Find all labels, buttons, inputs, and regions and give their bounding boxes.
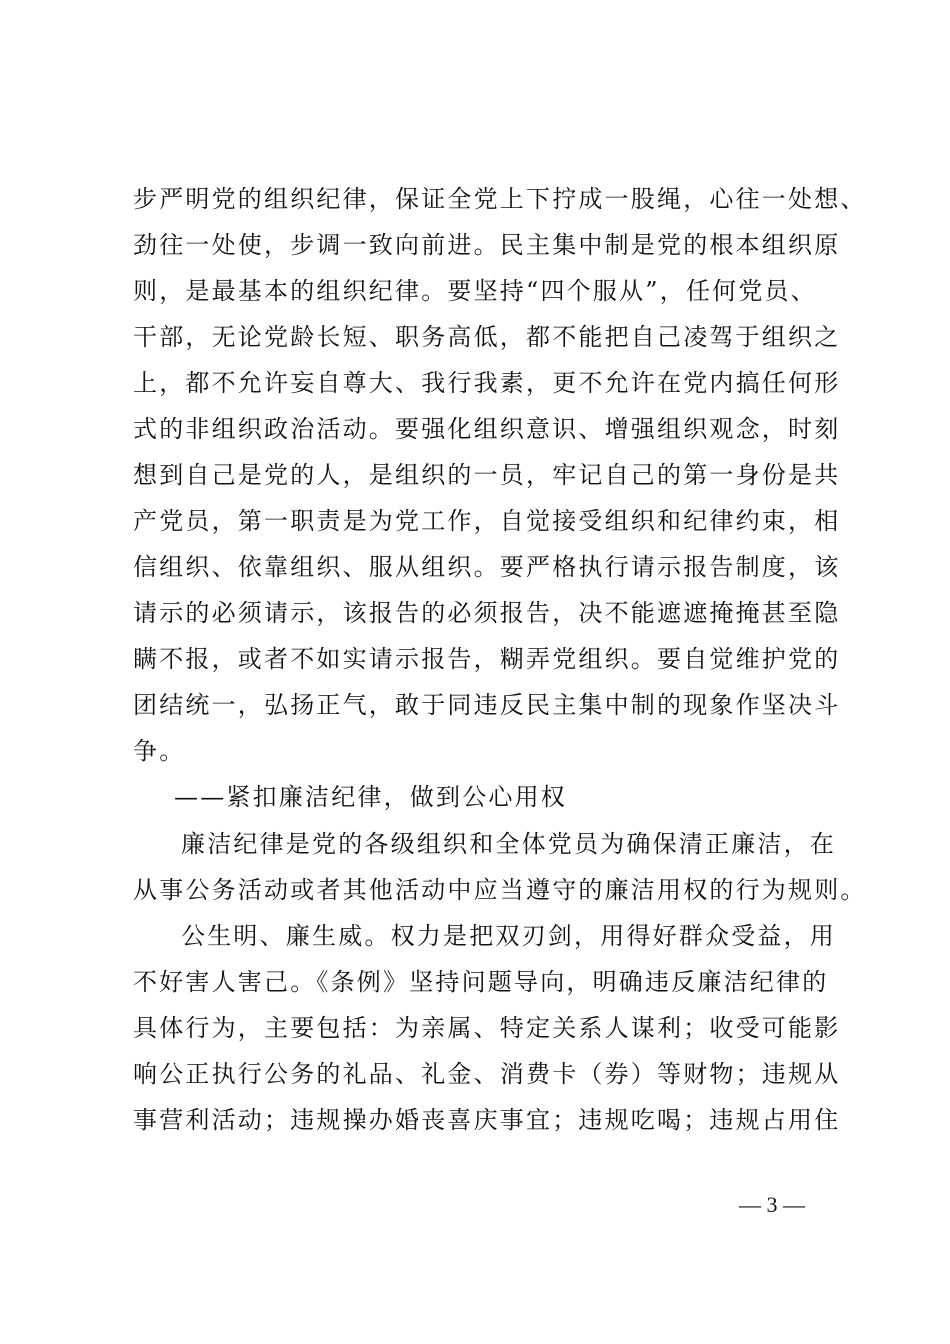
paragraph-line: 请示的必须请示，该报告的必须报告，决不能遮遮掩掩甚至隐 (133, 599, 841, 627)
paragraph-line: 不好害人害己。《条例》坚持问题导向，明确违反廉洁纪律的 (133, 968, 829, 996)
paragraph-line: 具体行为，主要包括：为亲属、特定关系人谋利；收受可能影 (133, 1014, 841, 1042)
paragraph-line: 劲往一处使，步调一致向前进。民主集中制是党的根本组织原 (133, 231, 841, 259)
paragraph-line: 事营利活动；违规操办婚丧喜庆事宜；违规吃喝；违规占用住 (133, 1106, 841, 1134)
paragraph-line: 团结统一，弘扬正气，敢于同违反民主集中制的现象作坚决斗 (133, 691, 841, 719)
paragraph-line: 上，都不允许妄自尊大、我行我素，更不允许在党内搞任何形 (133, 369, 841, 397)
paragraph-line: 想到自己是党的人，是组织的一员，牢记自己的第一身份是共 (133, 461, 841, 489)
paragraph-line: 公生明、廉生威。权力是把双刃剑，用得好群众受益，用 (181, 922, 836, 950)
paragraph-line: 步严明党的组织纪律，保证全党上下拧成一股绳，心往一处想、 (133, 185, 867, 213)
paragraph-line: 产党员，第一职责是为党工作，自觉接受组织和纪律约束，相 (133, 507, 841, 535)
section-heading: ——紧扣廉洁纪律，做到公心用权 (174, 783, 567, 811)
paragraph-line: 争。 (133, 737, 186, 765)
paragraph-line: 式的非组织政治活动。要强化组织意识、增强组织观念，时刻 (133, 415, 841, 443)
page-number: — 3 — (739, 1192, 805, 1217)
paragraph-line: 则，是最基本的组织纪律。要坚持“四个服从”，任何党员、 (133, 277, 817, 305)
paragraph-line: 瞒不报，或者不如实请示报告，糊弄党组织。要自觉维护党的 (133, 645, 841, 673)
paragraph-line: 信组织、依靠组织、服从组织。要严格执行请示报告制度，该 (133, 553, 841, 581)
paragraph-line: 廉洁纪律是党的各级组织和全体党员为确保清正廉洁，在 (181, 830, 836, 858)
paragraph-line: 从事公务活动或者其他活动中应当遵守的廉洁用权的行为规则。 (133, 876, 867, 904)
paragraph-line: 响公正执行公务的礼品、礼金、消费卡（券）等财物；违规从 (133, 1060, 841, 1088)
paragraph-line: 干部，无论党龄长短、职务高低，都不能把自己凌驾于组织之 (133, 323, 841, 351)
